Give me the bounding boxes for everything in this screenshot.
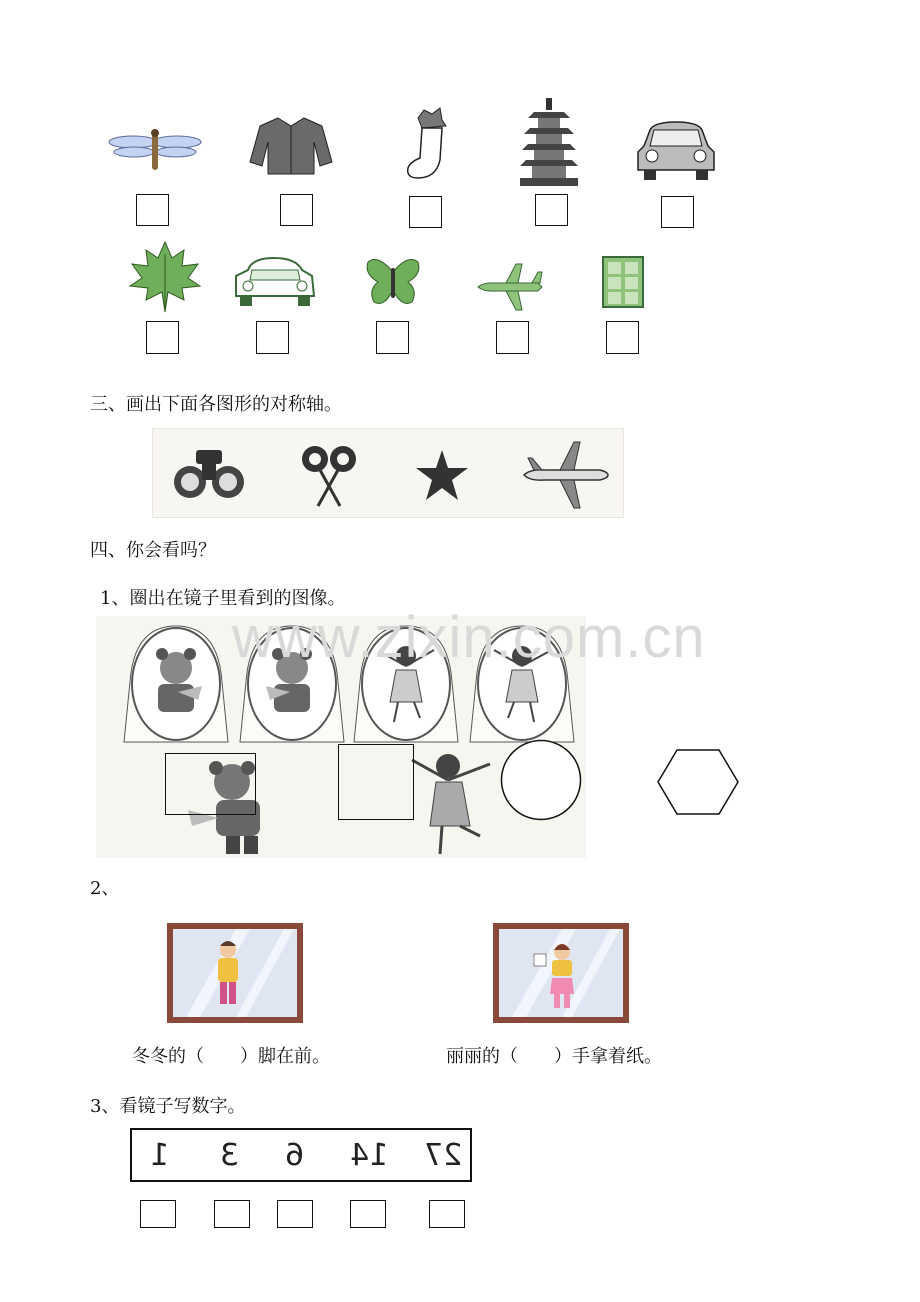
answer-box[interactable] bbox=[409, 196, 442, 228]
answer-box[interactable] bbox=[606, 321, 639, 354]
jacket-icon bbox=[250, 116, 332, 176]
answer-box[interactable] bbox=[429, 1200, 465, 1228]
answer-box[interactable] bbox=[140, 1200, 176, 1228]
answer-box[interactable] bbox=[214, 1200, 250, 1228]
mirrored-number: 14 bbox=[350, 1138, 389, 1173]
airplane-icon bbox=[520, 438, 610, 512]
maple-leaf-icon bbox=[128, 240, 202, 314]
window-icon bbox=[602, 256, 644, 308]
mirror-boy-icon bbox=[166, 922, 304, 1024]
answer-box[interactable] bbox=[146, 321, 179, 354]
mirror-girl-paper-icon bbox=[492, 922, 630, 1024]
mirrored-number: 3 bbox=[220, 1138, 240, 1173]
answer-hexagon[interactable] bbox=[656, 748, 740, 816]
mirrored-number: 6 bbox=[285, 1138, 305, 1173]
answer-box[interactable] bbox=[661, 196, 694, 228]
star-icon bbox=[414, 448, 470, 502]
answer-square[interactable] bbox=[165, 753, 256, 815]
dragonfly-icon bbox=[108, 128, 202, 170]
car-icon bbox=[234, 254, 316, 308]
sock-icon bbox=[402, 108, 450, 180]
question-3-label: 3、看镜子写数字。 bbox=[90, 1096, 246, 1117]
answer-square[interactable] bbox=[338, 744, 414, 820]
watermark: www.zixin.com.cn bbox=[232, 605, 706, 670]
mirror-bear-1 bbox=[120, 622, 232, 750]
answer-box[interactable] bbox=[376, 321, 409, 354]
airplane-icon bbox=[476, 262, 544, 312]
answer-box[interactable] bbox=[496, 321, 529, 354]
lili-sentence: 丽丽的（ ）手拿着纸。 bbox=[446, 1046, 662, 1067]
answer-circle[interactable] bbox=[500, 739, 582, 821]
pagoda-icon bbox=[518, 98, 580, 188]
answer-box[interactable] bbox=[277, 1200, 313, 1228]
binoculars-icon bbox=[172, 448, 246, 500]
scissors-icon bbox=[300, 444, 358, 508]
answer-box[interactable] bbox=[350, 1200, 386, 1228]
car-front-icon bbox=[636, 122, 716, 180]
answer-box[interactable] bbox=[256, 321, 289, 354]
girl-back-icon bbox=[404, 750, 496, 856]
answer-box[interactable] bbox=[136, 194, 169, 226]
section-4-heading: 四、你会看吗？ bbox=[90, 540, 216, 561]
butterfly-icon bbox=[364, 254, 422, 310]
answer-box[interactable] bbox=[280, 194, 313, 226]
mirrored-number: 27 bbox=[424, 1138, 463, 1173]
answer-box[interactable] bbox=[535, 194, 568, 226]
dongdong-sentence: 冬冬的（ ）脚在前。 bbox=[132, 1046, 330, 1067]
section-3-heading: 三、画出下面各图形的对称轴。 bbox=[90, 394, 342, 415]
question-2-label: 2、 bbox=[90, 878, 120, 899]
mirrored-number: 1 bbox=[150, 1138, 170, 1173]
question-1-label: 1、圈出在镜子里看到的图像。 bbox=[100, 588, 346, 609]
